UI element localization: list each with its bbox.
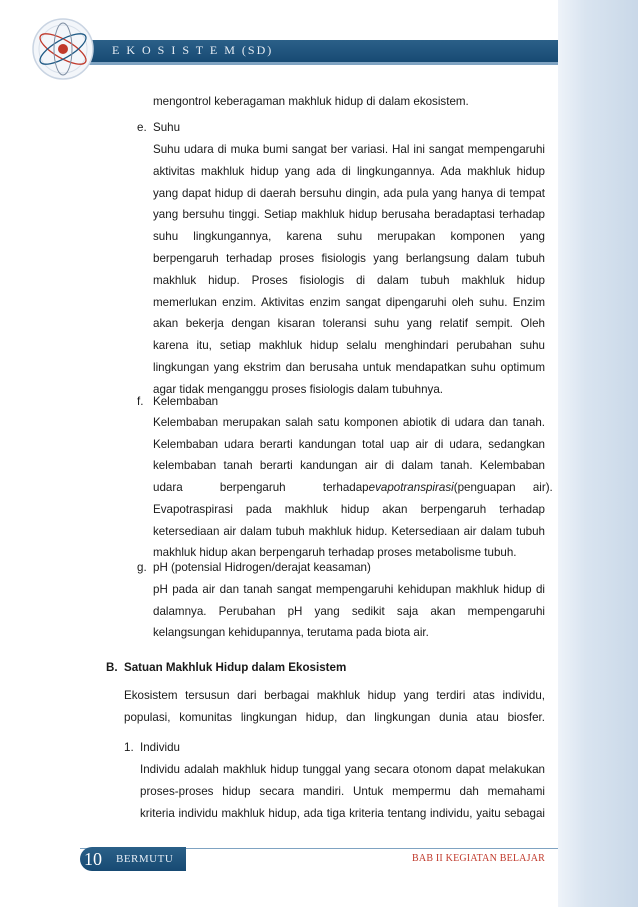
paragraph-line: memerlukan enzim. Aktivitas enzim sangat dipengaruhi oleh suhu. Enzim <box>153 295 545 309</box>
paragraph-line: makhluk hidup akan berpengaruh terhadap proses metabolisme tubuh. <box>153 546 517 560</box>
paragraph-line: Kelembaban udara berarti kandungan total uap air di udara, sedangkan <box>153 437 545 451</box>
item-e-marker: e. <box>137 121 147 134</box>
item-g-marker: g. <box>137 561 147 574</box>
paragraph-line: makhluk hidup. Proses fisiologis di dalam tubuh makhluk hidup <box>153 273 545 287</box>
section-b-marker: B. <box>106 661 118 674</box>
paragraph-line: pH pada air dan tanah sangat mempengaruhi kehidupan makhluk hidup di <box>153 583 545 596</box>
footer-chapter-label: BAB II KEGIATAN BELAJAR <box>412 853 545 864</box>
paragraph-line: ketersediaan air dalam tubuh makhluk hidup. Ketersediaan air dalam tubuh <box>153 524 545 538</box>
paragraph-line: Evapotraspirasi pada makhluk hidup akan berpengaruh terhadap <box>153 503 545 516</box>
paragraph-line: proses-proses hidup secara mandiri. Untuk mempermu dah memahami <box>140 784 545 798</box>
footer-series-label: BERMUTU <box>116 853 174 865</box>
item-e-heading: Suhu <box>153 121 181 134</box>
paragraph-line: karena itu, setiap makhluk hidup selalu menghindari perubahan suhu <box>153 339 545 353</box>
paragraph-line: kelangsungan kehidupannya, terutama pada biota air. <box>153 626 429 640</box>
section-b-heading: Satuan Makhluk Hidup dalam Ekosistem <box>124 661 347 674</box>
paragraph-line: Individu adalah makhluk hidup tunggal yang secara otonom dapat melakukan <box>140 763 545 776</box>
item-1-marker: 1. <box>124 741 134 754</box>
paragraph-line: kriteria individu makhluk hidup, ada tiga kriteria tentang individu, yaitu sebagai <box>140 806 545 820</box>
paragraph-line: aktivitas makhluk hidup yang ada di lingkungannya. Ada makhluk hidup <box>153 164 545 178</box>
paragraph-line: lingkungan yang ekstrim dan berusaha untuk mendapatkan suhu optimum <box>153 361 545 374</box>
paragraph-line: Suhu udara di muka bumi sangat ber variasi. Hal ini sangat mempengaruhi <box>153 143 545 156</box>
intro-line: mengontrol keberagaman makhluk hidup di dalam ekosistem. <box>153 95 469 108</box>
item-f-line-4-start: udara berpengaruh terhadap <box>153 481 369 494</box>
item-1-heading: Individu <box>140 741 180 754</box>
item-f-marker: f. <box>137 395 144 408</box>
header-title: E K O S I S T E M (SD) <box>112 43 274 57</box>
paragraph-line: dalamnya. Perubahan pH yang sedikit saja akan mempengaruhi <box>153 604 545 618</box>
item-f-heading: Kelembaban <box>153 395 219 408</box>
paragraph-line: yang bersuhu tinggi. Setiap makhluk hidup berusaha beradaptasi terhadap <box>153 208 545 222</box>
atom-logo-icon <box>28 14 98 84</box>
item-f-line-4 <box>153 477 553 499</box>
paragraph-line: akan bekerja dengan kisaran toleransi suhu yang relatif sempit. Oleh <box>153 317 545 331</box>
paragraph-line: Ekosistem tersusun dari berbagai makhluk hidup yang terdiri atas individu, <box>124 689 545 702</box>
item-g-heading: pH (potensial Hidrogen/derajat keasaman) <box>153 561 371 574</box>
paragraph-line: suhu lingkungannya, karena suhu merupakan komponen yang <box>153 230 545 244</box>
paragraph-line: Kelembaban merupakan salah satu komponen abiotik di udara dan tanah. <box>153 416 545 429</box>
item-f-line-4-end: (penguapan air). <box>453 481 553 494</box>
paragraph-line: berpengaruh terhadap proses fisiologis yang berlangsung dalam tubuh <box>153 252 545 265</box>
paragraph-line: yang dapat hidup di daerah bersuhu dingin, ada pula yang hanya di tempat <box>153 186 545 200</box>
paragraph-line: populasi, komunitas lingkungan hidup, dan lingkungan dunia atau biosfer. <box>124 710 545 724</box>
page-number: 10 <box>84 849 102 869</box>
paragraph-line: agar tidak menganggu proses fisiologis dalam tubuhnya. <box>153 382 444 396</box>
item-f-term-evapotranspirasi: evapotranspirasi <box>368 481 454 494</box>
paragraph-line: kelembaban tanah berarti kandungan air di dalam tanah. Kelembaban <box>153 459 545 473</box>
page-side-band <box>558 0 638 907</box>
